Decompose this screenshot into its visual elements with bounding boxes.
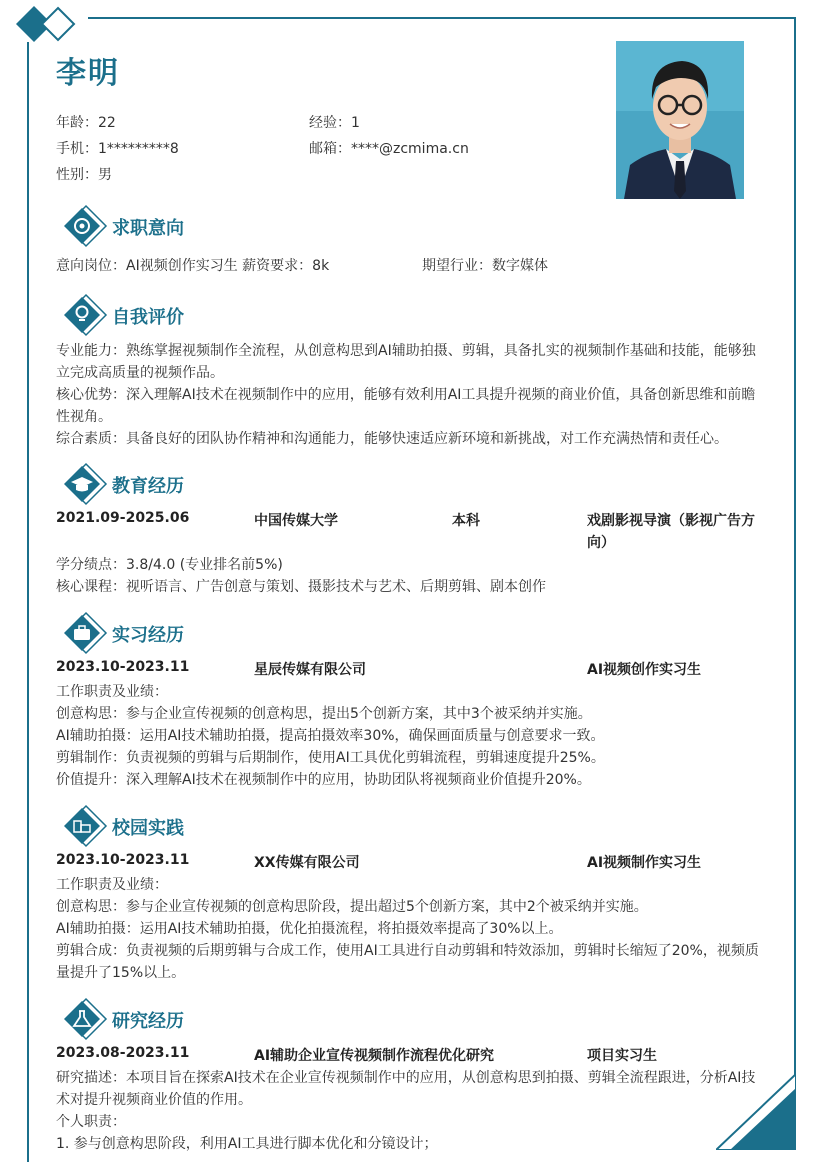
campus-date: 2023.10-2023.11 xyxy=(56,852,190,868)
edu-major-cont: 向） xyxy=(587,535,615,551)
campus-line-1: 创意构思：参与企业宣传视频的创意构思阶段，提出超过5个创新方案，其中2个被采纳并实施。 xyxy=(56,899,648,915)
intern-role: AI视频创作实习生 xyxy=(587,662,702,678)
phone-field xyxy=(56,138,179,158)
email-field xyxy=(309,138,469,158)
gender-field xyxy=(56,164,112,184)
intent-row xyxy=(56,255,768,277)
campus-line-2: AI辅助拍摄：运用AI技术辅助拍摄，优化拍摄流程，将拍摄效率提高了30%以上。 xyxy=(56,921,563,937)
flask-icon xyxy=(56,997,108,1041)
profile-photo xyxy=(616,41,744,199)
campus-line-3b: 量提升了15%以上。 xyxy=(56,965,186,981)
section-title-edu: 教育经历 xyxy=(112,476,184,497)
email-value: ****@zcmima.cn xyxy=(351,141,469,157)
campus-line-0: 工作职责及业绩： xyxy=(56,877,168,893)
research-line-2: 个人职责： xyxy=(56,1114,126,1130)
campus-role: AI视频制作实习生 xyxy=(587,855,702,871)
frame-top-line xyxy=(88,17,796,19)
age-value: 22 xyxy=(98,115,116,131)
campus-line-3a: 剪辑合成：负责视频的后期剪辑与合成工作，使用AI工具进行自动剪辑和特效添加，剪辑时长缩短了20%，视频质 xyxy=(56,943,759,959)
section-title-intern: 实习经历 xyxy=(112,625,184,646)
self-line-2b: 性视角。 xyxy=(56,409,112,425)
intern-line-0: 工作职责及业绩： xyxy=(56,684,168,700)
building-icon xyxy=(56,804,108,848)
experience-label: 经验： xyxy=(309,115,351,131)
age-field xyxy=(56,112,116,132)
frame-right-line xyxy=(794,17,796,1087)
gender-label: 性别： xyxy=(56,167,98,183)
edu-courses: 核心课程：视听语言、广告创意与策划、摄影技术与艺术、后期剪辑、剧本创作 xyxy=(56,579,546,595)
research-date: 2023.08-2023.11 xyxy=(56,1045,190,1061)
phone-label: 手机： xyxy=(56,141,98,157)
target-icon xyxy=(56,204,108,248)
edu-date: 2021.09-2025.06 xyxy=(56,510,190,526)
research-project: AI辅助企业宣传视频制作流程优化研究 xyxy=(254,1048,495,1064)
edu-gpa: 学分绩点：3.8/4.0 (专业排名前5%) xyxy=(56,557,283,573)
self-line-3: 综合素质：具备良好的团队协作精神和沟通能力，能够快速适应新环境和新挑战，对工作充满热情和责任心。 xyxy=(56,431,728,447)
intent-industry: 期望行业：数字媒体 xyxy=(422,258,548,274)
intern-date: 2023.10-2023.11 xyxy=(56,659,190,675)
gender-value: 男 xyxy=(98,167,112,183)
research-role: 项目实习生 xyxy=(587,1048,657,1064)
age-label: 年龄： xyxy=(56,115,98,131)
intern-line-4: 价值提升：深入理解AI技术在视频制作中的应用，协助团队将视频商业价值提升20%。 xyxy=(56,772,591,788)
research-line-1b: 术对提升视频商业价值的作用。 xyxy=(56,1092,252,1108)
section-title-research: 研究经历 xyxy=(112,1011,184,1032)
diamond-logo-icon xyxy=(10,4,80,44)
edu-school: 中国传媒大学 xyxy=(254,513,338,529)
email-label: 邮箱： xyxy=(309,141,351,157)
research-line-3: 1. 参与创意构思阶段，利用AI工具进行脚本优化和分镜设计； xyxy=(56,1136,438,1152)
candidate-name: 李明 xyxy=(56,56,120,91)
self-line-2a: 核心优势：深入理解AI技术在视频制作中的应用，能够有效利用AI工具提升视频的商业价值，具备创新思维和前瞻 xyxy=(56,387,756,403)
bulb-icon xyxy=(56,293,108,337)
intent-salary: 薪资要求：8k xyxy=(242,258,330,274)
section-title-intent: 求职意向 xyxy=(112,218,184,239)
intent-position: 意向岗位：AI视频创作实习生 xyxy=(56,258,238,274)
section-title-campus: 校园实践 xyxy=(112,818,184,839)
phone-value: 1*********8 xyxy=(98,141,179,157)
intern-line-2: AI辅助拍摄：运用AI技术辅助拍摄，提高拍摄效率30%，确保画面质量与创意要求一致。 xyxy=(56,728,605,744)
frame-left-line xyxy=(27,42,29,1162)
campus-company: XX传媒有限公司 xyxy=(254,855,360,871)
intern-line-1: 创意构思：参与企业宣传视频的创意构思，提出5个创新方案，其中3个被采纳并实施。 xyxy=(56,706,592,722)
intern-line-3: 剪辑制作：负责视频的剪辑与后期制作，使用AI工具优化剪辑流程，剪辑速度提升25%。 xyxy=(56,750,605,766)
edu-degree: 本科 xyxy=(452,513,480,529)
section-title-self: 自我评价 xyxy=(112,307,184,328)
research-line-1a: 研究描述：本项目旨在探索AI技术在企业宣传视频制作中的应用，从创意构思到拍摄、剪辑全流程跟进，分析AI技 xyxy=(56,1070,756,1086)
self-line-1b: 立完成高质量的视频作品。 xyxy=(56,365,224,381)
self-line-1a: 专业能力：熟练掌握视频制作全流程，从创意构思到AI辅助拍摄、剪辑，具备扎实的视频制作基础和技能，能够独 xyxy=(56,343,756,359)
intern-company: 星辰传媒有限公司 xyxy=(254,662,366,678)
briefcase-icon xyxy=(56,611,108,655)
experience-value: 1 xyxy=(351,115,360,131)
experience-field xyxy=(309,112,360,132)
graduation-cap-icon xyxy=(56,462,108,506)
edu-major: 戏剧影视导演（影视广告方 xyxy=(587,513,755,529)
